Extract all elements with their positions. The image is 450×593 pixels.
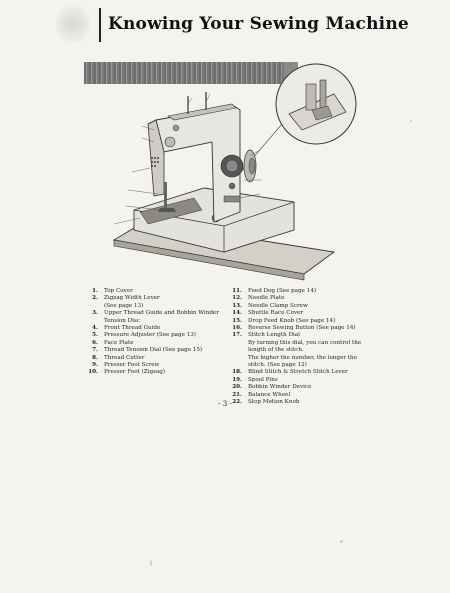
part-item: 17. Stitch Length Dial (232, 332, 300, 339)
part-item: 14. Shuttle Race Cover (232, 310, 304, 317)
part-item: 21. Balance Wheel (232, 391, 291, 398)
scan-speck (150, 560, 152, 566)
part-item: 18. Blind Stitch & Stretch Stitch Lever (232, 369, 348, 376)
balance-wheel (244, 150, 256, 182)
part-item: 20. Bobbin Winder Device (232, 384, 312, 391)
part-item: stitch. (See page 12) (248, 362, 307, 369)
page-number: - 3 - (218, 400, 232, 408)
part-item: 9. Presser Foot Screw (92, 362, 160, 369)
sewing-machine-illustration (84, 62, 370, 282)
parts-list-left (86, 288, 226, 377)
page-title: Knowing Your Sewing Machine (108, 14, 409, 34)
part-item: 19. Spool Pins (232, 376, 278, 383)
part-item: 16. Reverse Sewing Button (See page 14) (232, 325, 356, 332)
part-item: 2. Zigzag Width Lever (92, 295, 160, 302)
part-item: 8. Thread Cutter (92, 354, 145, 361)
title-rule (99, 8, 101, 42)
parts-list-right (230, 288, 380, 407)
part-item: (See page 13) (104, 302, 144, 309)
part-item: 4. Front Thread Guide (92, 325, 161, 332)
part-item: 6. Face Plate (92, 339, 134, 346)
part-item: 10. Presser Foot (Zigzag) (88, 369, 166, 376)
part-item: 7. Thread Tension Dial (See page 15) (92, 347, 203, 354)
part-item: 22. Stop Motion Knob (232, 399, 300, 406)
part-item: 5. Pressure Adjuster (See page 13) (92, 332, 196, 339)
part-item: length of the stitch. (248, 347, 304, 354)
part-item: By turning this dial, you can control the (248, 339, 362, 346)
scan-speck (340, 540, 343, 543)
part-item: Tension Disc (104, 317, 140, 324)
part-item: The higher the number, the longer the (248, 354, 357, 361)
scan-speck (410, 120, 412, 122)
part-item: 15. Drop Feed Knob (See page 14) (232, 317, 336, 324)
part-item: 1. Top Cover (92, 288, 133, 294)
part-item: 3. Upper Thread Guide and Bobbin Winder (92, 310, 219, 317)
part-item: 11. Feed Dog (See page 14) (232, 288, 317, 294)
scan-smudge (56, 4, 90, 44)
part-item: 13. Needle Clamp Screw (232, 302, 308, 309)
part-item: 12. Needle Plate (232, 295, 285, 302)
